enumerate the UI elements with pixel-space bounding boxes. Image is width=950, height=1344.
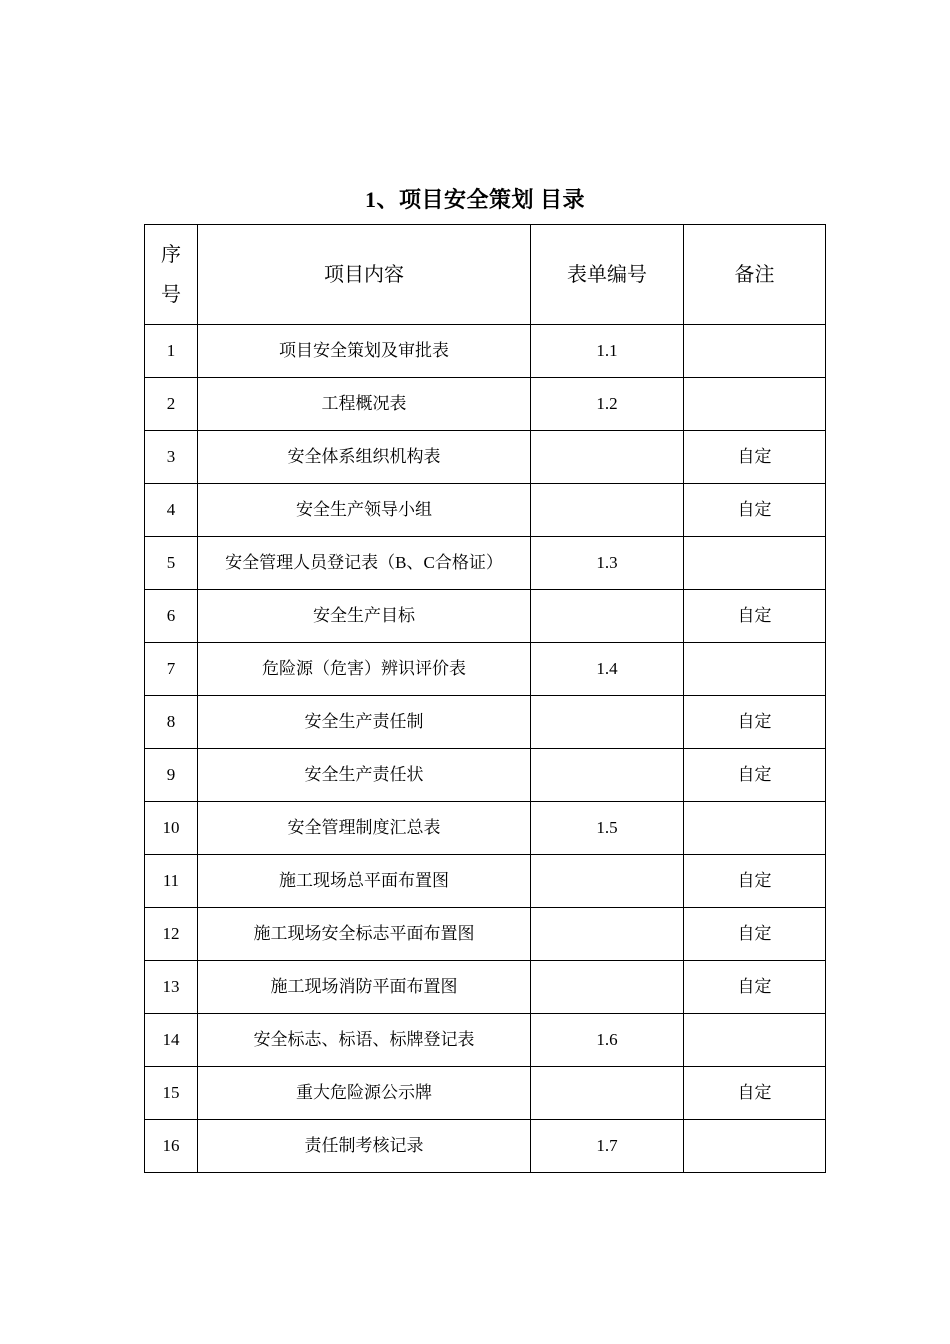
cell-code: 1.7: [531, 1120, 684, 1173]
cell-seq: 7: [145, 643, 198, 696]
cell-item: 施工现场安全标志平面布置图: [198, 908, 531, 961]
cell-code: 1.4: [531, 643, 684, 696]
cell-code: [531, 961, 684, 1014]
header-seq-char-2: 号: [161, 283, 181, 306]
cell-note: [684, 325, 826, 378]
header-seq-char-1: 序: [161, 243, 181, 266]
cell-item: 安全管理制度汇总表: [198, 802, 531, 855]
header-row: [145, 225, 826, 325]
cell-code: 1.5: [531, 802, 684, 855]
table-row: [145, 484, 826, 537]
cell-code: [531, 590, 684, 643]
cell-seq: 3: [145, 431, 198, 484]
cell-seq: 9: [145, 749, 198, 802]
cell-code: [531, 908, 684, 961]
cell-note: [684, 643, 826, 696]
cell-item: 工程概况表: [198, 378, 531, 431]
cell-item: 安全生产责任状: [198, 749, 531, 802]
table-row: [145, 431, 826, 484]
cell-item: 责任制考核记录: [198, 1120, 531, 1173]
table-row: [145, 1120, 826, 1173]
cell-item: 重大危险源公示牌: [198, 1067, 531, 1120]
cell-code: [531, 855, 684, 908]
table-row: [145, 749, 826, 802]
table-row: [145, 696, 826, 749]
table-row: [145, 590, 826, 643]
cell-seq: 10: [145, 802, 198, 855]
cell-seq: 13: [145, 961, 198, 1014]
header-note: 备注: [684, 225, 826, 325]
cell-note: 自定: [684, 484, 826, 537]
table-row: [145, 643, 826, 696]
cell-code: [531, 749, 684, 802]
cell-item: 安全体系组织机构表: [198, 431, 531, 484]
table-row: [145, 537, 826, 590]
cell-note: 自定: [684, 696, 826, 749]
table-row: [145, 325, 826, 378]
table-row: [145, 908, 826, 961]
table-row: [145, 378, 826, 431]
cell-seq: 1: [145, 325, 198, 378]
cell-note: [684, 1120, 826, 1173]
cell-note: 自定: [684, 855, 826, 908]
table-row: [145, 1014, 826, 1067]
cell-code: 1.2: [531, 378, 684, 431]
cell-note: [684, 1014, 826, 1067]
cell-seq: 12: [145, 908, 198, 961]
document-title: 1、项目安全策划 目录: [364, 187, 585, 212]
cell-item: 施工现场总平面布置图: [198, 855, 531, 908]
catalog-table: [144, 224, 826, 1173]
cell-code: 1.1: [531, 325, 684, 378]
cell-item: 项目安全策划及审批表: [198, 325, 531, 378]
cell-seq: 5: [145, 537, 198, 590]
header-seq: [145, 225, 198, 325]
cell-item: 安全生产责任制: [198, 696, 531, 749]
cell-item: 安全生产领导小组: [198, 484, 531, 537]
header-code: 表单编号: [531, 225, 684, 325]
cell-seq: 8: [145, 696, 198, 749]
cell-note: 自定: [684, 961, 826, 1014]
cell-note: [684, 537, 826, 590]
cell-item: 危险源（危害）辨识评价表: [198, 643, 531, 696]
cell-code: [531, 696, 684, 749]
cell-item: 安全标志、标语、标牌登记表: [198, 1014, 531, 1067]
cell-seq: 4: [145, 484, 198, 537]
cell-item: 安全管理人员登记表（B、C合格证）: [198, 537, 531, 590]
cell-seq: 11: [145, 855, 198, 908]
cell-code: [531, 1067, 684, 1120]
table-row: [145, 855, 826, 908]
cell-code: [531, 431, 684, 484]
table-row: [145, 961, 826, 1014]
cell-note: 自定: [684, 1067, 826, 1120]
cell-note: 自定: [684, 908, 826, 961]
cell-seq: 15: [145, 1067, 198, 1120]
cell-code: 1.6: [531, 1014, 684, 1067]
cell-code: 1.3: [531, 537, 684, 590]
cell-item: 安全生产目标: [198, 590, 531, 643]
cell-item: 施工现场消防平面布置图: [198, 961, 531, 1014]
cell-seq: 16: [145, 1120, 198, 1173]
cell-note: 自定: [684, 590, 826, 643]
cell-note: [684, 378, 826, 431]
cell-note: [684, 802, 826, 855]
table-row: [145, 1067, 826, 1120]
cell-note: 自定: [684, 749, 826, 802]
cell-note: 自定: [684, 431, 826, 484]
cell-seq: 6: [145, 590, 198, 643]
cell-code: [531, 484, 684, 537]
cell-seq: 2: [145, 378, 198, 431]
cell-seq: 14: [145, 1014, 198, 1067]
table-row: [145, 802, 826, 855]
header-item: 项目内容: [198, 225, 531, 325]
